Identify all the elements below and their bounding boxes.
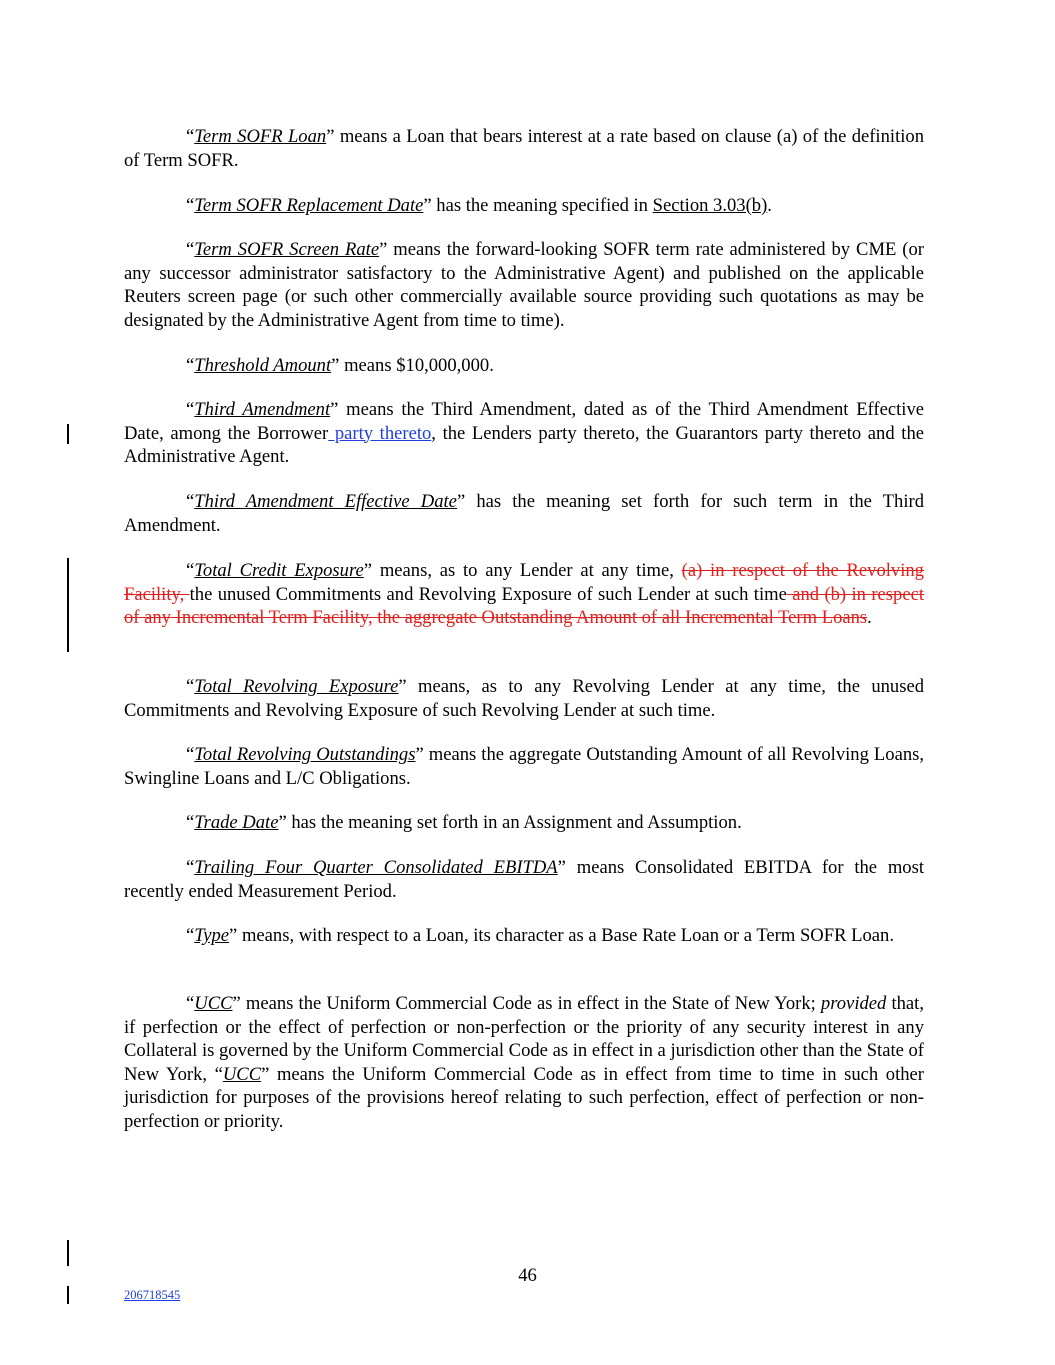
open-quote: “	[186, 399, 195, 420]
close-quote: ”	[423, 195, 432, 216]
defined-term: Total Revolving Outstandings	[194, 744, 416, 765]
provided-word: provided	[820, 993, 887, 1014]
open-quote: “	[186, 857, 195, 878]
definition-text: means, as to any Revolving Lender at any time, the unused Commitments and Revolving Exposure of such Revolving Lender at such time.	[124, 676, 925, 721]
page-number: 46	[518, 1265, 537, 1286]
close-quote: ”	[331, 355, 340, 376]
section-reference: Section 3.03(b)	[652, 195, 768, 216]
defined-term: Trailing Four Quarter Consolidated EBITDA	[194, 857, 558, 878]
open-quote: “	[186, 812, 195, 833]
open-quote: “	[186, 993, 195, 1014]
definition-type	[124, 924, 924, 948]
close-quote: ”	[456, 491, 466, 512]
change-bar-footer	[67, 1240, 69, 1266]
definition-term-sofr-loan	[124, 125, 924, 172]
deleted-text-2: and (b) in respect of any Incremental Term Facility, the aggregate Outstanding Amount of all Incremental Term Loans	[124, 583, 924, 629]
open-quote: “	[186, 925, 195, 946]
definition-text-middle: the unused Commitments and Revolving Exposure of such Lender at such time	[189, 583, 787, 605]
definition-total-credit-exposure	[124, 559, 924, 630]
defined-term: Trade Date	[194, 812, 279, 833]
defined-term: Term SOFR Loan	[194, 126, 327, 147]
close-quote: ”	[379, 239, 388, 260]
defined-term-2: UCC	[222, 1063, 262, 1085]
defined-term: Third Amendment	[194, 399, 331, 420]
open-quote: “	[186, 355, 195, 376]
open-quote: “	[186, 560, 195, 581]
close-quote: ”	[326, 126, 335, 147]
definition-text: means the Third Amendment, dated as of the Third Amendment Effective Date, among the Borrower	[124, 399, 924, 444]
defined-term: Total Revolving Exposure	[194, 676, 399, 697]
definition-text: means $10,000,000.	[339, 355, 494, 376]
close-quote: ”	[415, 744, 424, 765]
definition-text: has the meaning specified in	[431, 195, 653, 216]
definition-third-amendment-effective-date	[124, 490, 924, 537]
definition-text: means a Loan that bears interest at a rate based on clause (a) of the definition of Term SOFR.	[124, 126, 924, 171]
definition-text: means Consolidated EBITDA for the most recently ended Measurement Period.	[124, 857, 924, 902]
definition-text-end: .	[767, 195, 772, 216]
close-quote: ”	[398, 676, 407, 697]
definition-text: means, as to any Lender at any time,	[372, 560, 682, 581]
close-quote-2: ”	[261, 1063, 270, 1085]
close-quote: ”	[557, 857, 566, 878]
definition-text: has the meaning set forth for such term in the Third Amendment.	[124, 491, 924, 536]
close-quote: ”	[229, 925, 238, 946]
open-quote: “	[186, 239, 195, 260]
close-quote: ”	[278, 812, 287, 833]
definition-term-sofr-replacement-date	[124, 194, 924, 218]
definition-text-end: .	[867, 607, 872, 629]
close-quote: ”	[363, 560, 373, 581]
open-quote-2: “	[214, 1063, 223, 1085]
definition-trade-date	[124, 811, 924, 835]
open-quote: “	[186, 195, 195, 216]
definition-threshold-amount	[124, 354, 924, 378]
close-quote: ”	[330, 399, 339, 420]
defined-term: Term SOFR Replacement Date	[194, 195, 424, 216]
open-quote: “	[186, 676, 195, 697]
definition-ucc	[124, 992, 924, 1134]
deleted-text: (a) in respect of the Revolving Facility,	[124, 560, 924, 605]
document-id: 206718545	[124, 1288, 181, 1302]
defined-term: Term SOFR Screen Rate	[194, 239, 380, 260]
definition-text: has the meaning set forth in an Assignment and Assumption.	[286, 812, 742, 833]
open-quote: “	[186, 126, 195, 147]
definition-text: means the Uniform Commercial Code as in effect in the State of New York;	[240, 993, 821, 1014]
definition-total-revolving-exposure	[124, 675, 924, 722]
change-bar-doc-id	[67, 1286, 69, 1304]
definition-term-sofr-screen-rate	[124, 238, 924, 332]
definition-text: means the aggregate Outstanding Amount of all Revolving Loans, Swingline Loans and L/C Obligations.	[124, 744, 925, 789]
defined-term: Type	[194, 925, 230, 946]
definition-trailing-four-quarter-ebitda	[124, 856, 924, 903]
change-bar-total-credit-exposure	[67, 558, 69, 652]
definition-third-amendment	[124, 398, 924, 469]
definition-text: means, with respect to a Loan, its character as a Base Rate Loan or a Term SOFR Loan.	[237, 925, 894, 946]
open-quote: “	[186, 744, 195, 765]
definition-text-end: means the Uniform Commercial Code as in effect from time to time in such other jurisdiction for purposes of the provisions hereof relating to such perfection, effect of perfection or non-perfection or priority.	[124, 1063, 924, 1132]
definition-total-revolving-outstandings	[124, 743, 924, 790]
definition-text: means the forward-looking SOFR term rate administered by CME (or any successor administrator satisfactory to the Administrative Agent) and published on the applicable Reuters screen page (or such other commercially available source providing such quotations as may be designated by the Administrative Agent from time to time).	[124, 239, 924, 331]
close-quote: ”	[232, 993, 241, 1014]
inserted-text: party thereto	[328, 422, 432, 444]
defined-term: UCC	[194, 993, 233, 1014]
definition-text-middle: that, if perfection or the effect of perfection or non-perfection or the priority of any security interest in any Collateral is governed by the Uniform Commercial Code as in effect in a jurisdiction other than the State of New York,	[124, 993, 925, 1085]
change-bar-third-amendment	[67, 424, 69, 444]
defined-term: Threshold Amount	[194, 355, 332, 376]
open-quote: “	[186, 491, 195, 512]
definition-text-end: , the Lenders party thereto, the Guarantors party thereto and the Administrative Agent.	[124, 422, 924, 468]
defined-term: Third Amendment Effective Date	[194, 491, 457, 512]
defined-term: Total Credit Exposure	[194, 560, 364, 581]
